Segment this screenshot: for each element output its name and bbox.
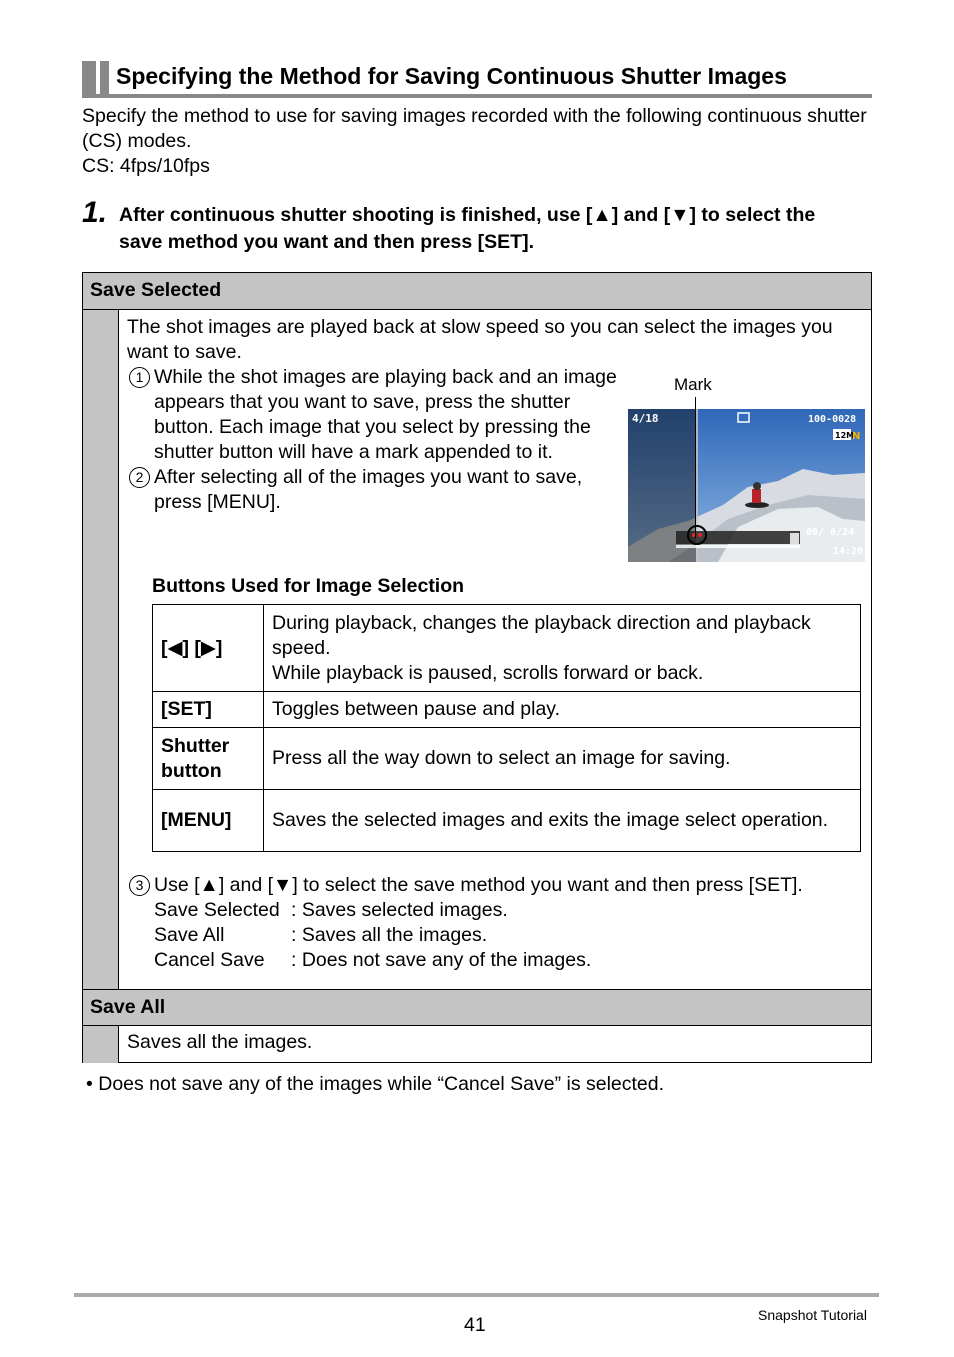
camera-screen-image <box>628 409 865 562</box>
frame-counter: 4/18 <box>632 412 659 425</box>
save-option-desc: : Saves selected images. <box>291 899 508 921</box>
heading-underline <box>82 94 872 98</box>
button-description: Saves the selected images and exits the image select operation. <box>264 790 861 852</box>
save-option <box>129 923 869 948</box>
table-row <box>153 790 861 852</box>
section-heading <box>82 59 872 98</box>
page-title: Specifying the Method for Saving Continuous Shutter Images <box>116 63 787 89</box>
playback-progress <box>676 545 800 548</box>
list-item <box>129 365 629 465</box>
circled-number: 2 <box>129 467 150 488</box>
mark-dot <box>698 533 702 537</box>
button-description: Press all the way down to select an image for saving. <box>264 728 861 790</box>
trash-icon <box>790 533 799 544</box>
list-item-text: While the shot images are playing back and an image appears that you want to save, press the shutter button. Each image that you select by pressing the shutter button will have a mark appended to it. <box>154 366 617 463</box>
save-method-step <box>129 873 869 973</box>
snowboarder-photo <box>628 409 865 562</box>
circled-number: 1 <box>129 367 150 388</box>
buttons-table-title: Buttons Used for Image Selection <box>152 575 465 597</box>
save-all-description: Saves all the images. <box>127 1031 313 1053</box>
table-row <box>153 728 861 790</box>
buttons-table <box>152 604 861 852</box>
file-number: 100-0028 <box>808 414 857 425</box>
heading-block-decoration <box>82 61 96 95</box>
quality-label: N <box>852 431 861 442</box>
button-key: [SET] <box>153 692 264 728</box>
heading-block-decoration <box>100 61 109 95</box>
save-option-name: Save All <box>154 924 225 946</box>
intro-text <box>82 104 872 179</box>
list-item-text: Use [▲] and [▼] to select the save method you want and then press [SET]. <box>154 874 803 896</box>
footer-section-name: Snapshot Tutorial <box>758 1307 867 1323</box>
image-size-label: 12M <box>835 431 855 440</box>
button-key: [◀] [▶] <box>153 605 264 692</box>
table-side-column <box>83 1026 119 1063</box>
intro-line: Specify the method to use for saving images recorded with the following continuous shutter (CS) modes. <box>82 105 867 152</box>
button-description: Toggles between pause and play. <box>264 692 861 728</box>
mark-callout-line <box>695 397 696 538</box>
table-side-column <box>83 310 119 989</box>
photo-date: 09/ 6/24 <box>806 527 855 538</box>
save-method-table <box>82 272 872 1063</box>
save-selected-header: Save Selected <box>83 273 871 310</box>
list-item-text: After selecting all of the images you want to save, press [MENU]. <box>154 466 583 513</box>
save-selected-description: The shot images are played back at slow speed so you can select the images you want to save. <box>127 316 833 363</box>
save-all-header: Save All <box>83 989 871 1026</box>
footer-divider <box>74 1293 879 1297</box>
circled-number: 3 <box>129 875 150 896</box>
button-key: Shutter button <box>153 728 264 790</box>
save-option-name: Save Selected <box>154 899 280 921</box>
page-number: 41 <box>464 1314 486 1336</box>
list-item <box>129 873 869 898</box>
save-option <box>129 948 869 973</box>
save-option-name: Cancel Save <box>154 949 265 971</box>
list-item <box>129 465 629 515</box>
bullet-note: • Does not save any of the images while “Cancel Save” is selected. <box>86 1073 665 1095</box>
table-row <box>153 605 861 692</box>
button-description: During playback, changes the playback direction and playback speed. While playback is paused, scrolls forward or back. <box>264 605 861 692</box>
mark-label: Mark <box>674 375 712 394</box>
step-instruction: After continuous shutter shooting is finished, use [▲] and [▼] to select the save method you want and then press [SET]. <box>119 204 816 253</box>
button-key: [MENU] <box>153 790 264 852</box>
photo-time: 14:29 <box>833 546 864 557</box>
table-row <box>153 692 861 728</box>
save-option-desc: : Saves all the images. <box>291 924 488 946</box>
intro-modes: CS: 4fps/10fps <box>82 155 210 177</box>
save-option-desc: : Does not save any of the images. <box>291 949 592 971</box>
save-option <box>129 898 869 923</box>
save-selected-steps <box>129 365 629 515</box>
step-number: 1. <box>82 196 108 229</box>
